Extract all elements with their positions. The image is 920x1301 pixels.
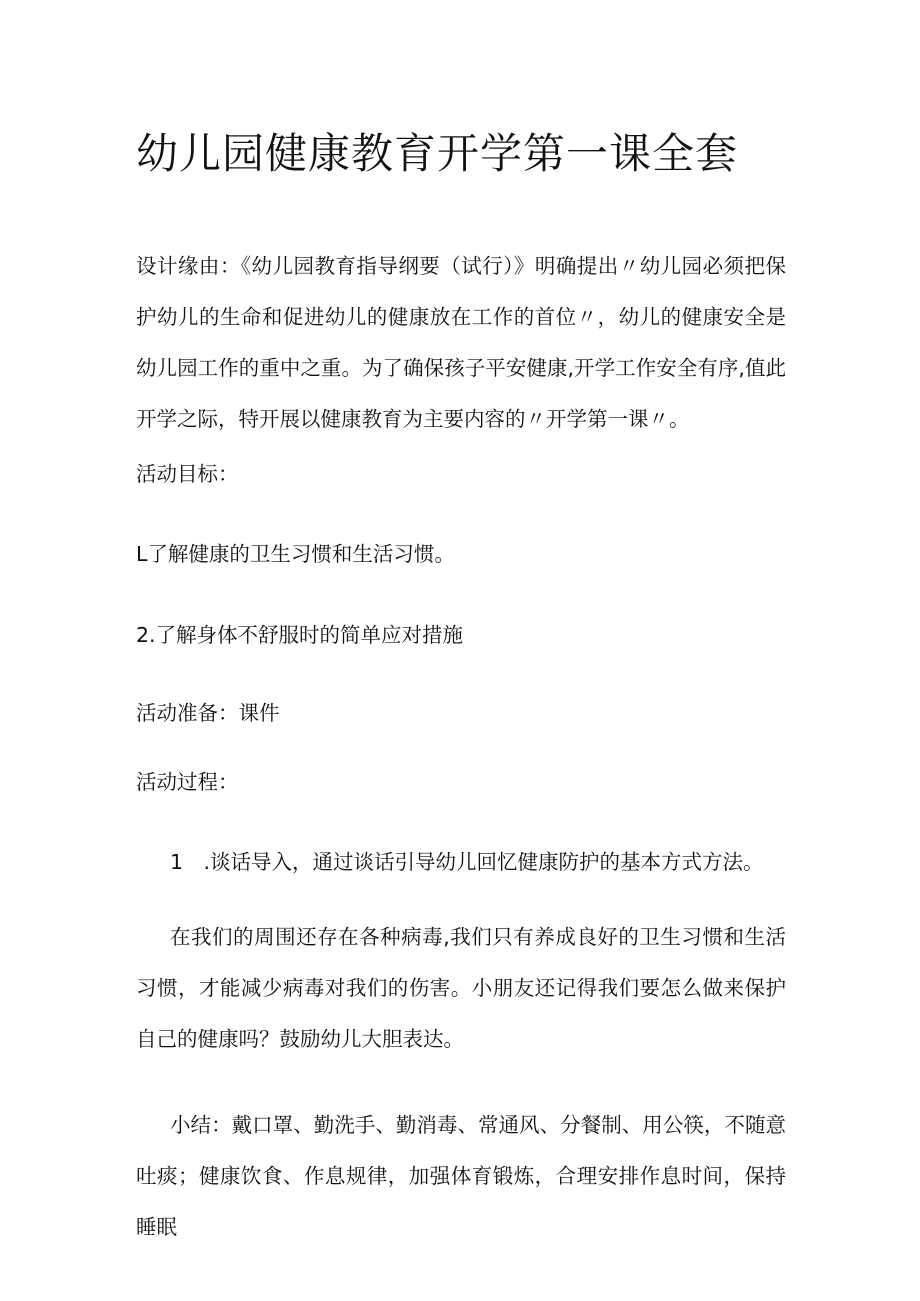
process-heading: 活动过程： bbox=[136, 770, 239, 794]
process-step-1: 1 .谈话导入，通过谈话引导幼儿回忆健康防护的基本方式方法。 bbox=[170, 850, 764, 874]
process-step-1-body: 在我们的周围还存在各种病毒,我们只有养成良好的卫生习惯和生活习惯，才能减少病毒对我们的伤害。小朋友还记得我们要怎么做来保护自己的健康吗？鼓励幼儿大胆表达。 bbox=[136, 925, 786, 1051]
design-reason-paragraph: 设计缘由：《幼儿园教育指导纲要（试行）》明确提出〃幼儿园必须把保护幼儿的生命和促进幼儿的健康放在工作的首位〃，幼儿的健康安全是幼儿园工作的重中之重。为了确保孩子平安健康,开学工作安全有序,值此开学之际，特开展以健康教育为主要内容的〃开学第一课〃。 bbox=[136, 254, 786, 431]
summary-paragraph: 小结：戴口罩、勤洗手、勤消毒、常通风、分餐制、用公筷，不随意吐痰；健康饮食、作息规律，加强体育锻炼，合理安排作息时间，保持睡眠 bbox=[136, 1113, 786, 1239]
goal-item-1: L了解健康的卫生习惯和生活习惯。 bbox=[136, 542, 455, 566]
preparation-line: 活动准备：课件 bbox=[136, 701, 280, 725]
goal-item-2: 2.了解身体不舒服时的简单应对措施 bbox=[136, 623, 464, 647]
goals-heading: 活动目标： bbox=[136, 462, 239, 486]
document-title: 幼儿园健康教育开学第一课全套 bbox=[136, 129, 739, 178]
